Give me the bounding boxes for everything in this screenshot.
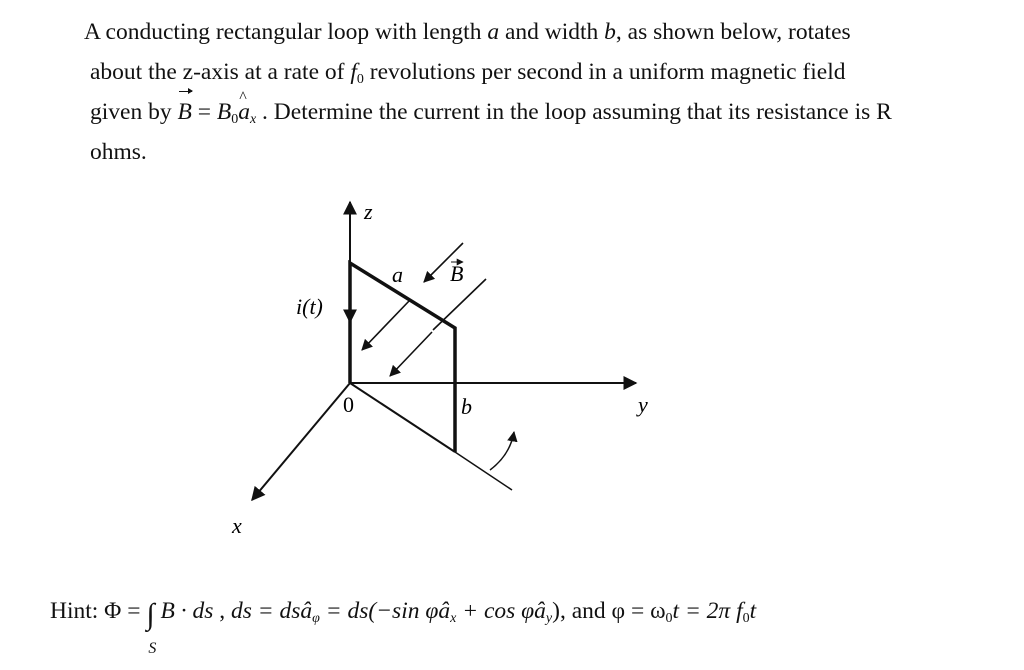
- surface-subscript: S: [148, 640, 157, 657]
- text-segment: . Determine the current in the loop assuming that its resistance is R: [256, 99, 892, 125]
- current-label: i(t): [296, 294, 323, 319]
- subscript: 0: [742, 611, 750, 626]
- subscript: 0: [665, 611, 673, 626]
- loop-diagram: [0, 180, 700, 560]
- phi-expression: t = 2π f: [672, 598, 743, 624]
- problem-line-3: [90, 92, 1010, 132]
- text-segment: revolutions per second in a uniform magnetic field: [363, 59, 846, 85]
- width-b-label: b: [461, 394, 472, 419]
- variable-f: f: [350, 59, 357, 85]
- z-axis-label: z: [364, 199, 373, 224]
- ds-expansion: = ds(−sin φâ: [319, 598, 451, 624]
- rectangular-loop: [350, 263, 455, 452]
- text-segment: , as shown below, rotates: [615, 19, 851, 45]
- ds-definition: ds = dsâ: [230, 598, 313, 624]
- equals-sign: =: [191, 99, 217, 125]
- b-field-arrow: [433, 279, 486, 330]
- subscript: 0: [231, 112, 239, 127]
- variable-B0: B: [216, 99, 232, 125]
- text-segment: and width: [499, 19, 605, 45]
- subscript: y: [545, 611, 553, 626]
- b-field-arrow: [390, 332, 432, 376]
- rotation-arrow: [490, 432, 514, 470]
- problem-line-1: [84, 12, 1010, 52]
- origin-label: 0: [343, 392, 354, 417]
- y-axis-label: y: [638, 392, 648, 417]
- x-axis-label: x: [232, 513, 242, 538]
- length-a-label: a: [392, 262, 403, 287]
- phi-definition: ), and φ = ω: [552, 598, 666, 624]
- flux-integrand: B · ds: [160, 598, 214, 624]
- text-segment: given by: [90, 99, 178, 125]
- subscript: x: [249, 112, 257, 127]
- ds-expansion-cos: + cos φâ: [456, 598, 546, 624]
- b-field-label: B: [450, 261, 464, 286]
- hint-line: [50, 591, 1010, 657]
- b-field-arrow: [362, 300, 410, 350]
- x-axis: [252, 383, 350, 500]
- integral-symbol: [146, 595, 157, 657]
- loop-edge: [350, 383, 455, 452]
- variable-b: b: [604, 19, 616, 45]
- text-segment: A conducting rectangular loop with length: [84, 19, 488, 45]
- vector-B: B: [177, 92, 191, 132]
- hint-prefix: Hint: Φ =: [50, 598, 147, 624]
- problem-line-4: ohms.: [90, 139, 147, 165]
- subscript: φ: [312, 611, 320, 626]
- subscript: x: [450, 611, 457, 626]
- problem-line-2: [90, 52, 1010, 92]
- time-variable: t: [749, 598, 757, 624]
- text-segment: about the z-axis at a rate of: [90, 59, 351, 85]
- integral-glyph: ∫: [146, 598, 155, 631]
- separator: ,: [213, 598, 231, 624]
- variable-a: a: [487, 19, 500, 45]
- subscript: 0: [356, 72, 364, 87]
- problem-statement: [84, 12, 1010, 172]
- unit-vector-a: ^ a: [238, 92, 250, 132]
